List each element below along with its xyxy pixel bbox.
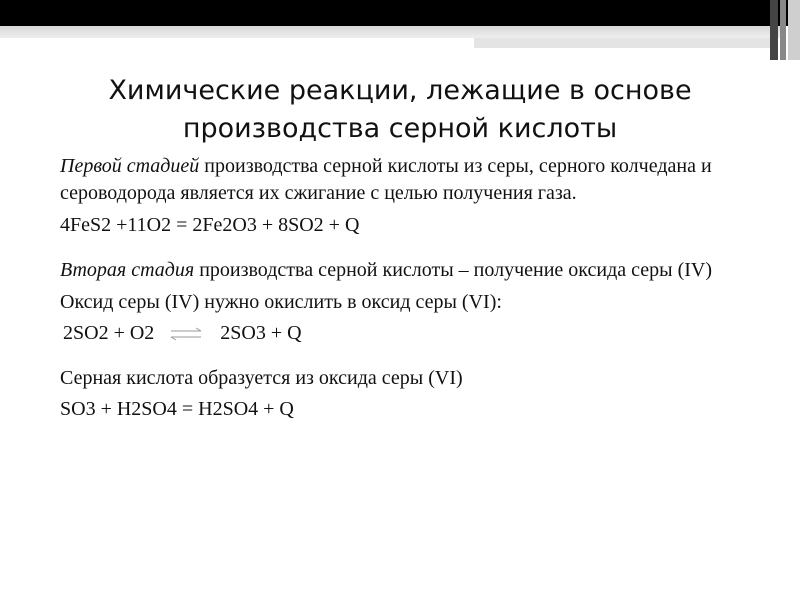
slide-body xyxy=(60,153,740,423)
second-stage-label: Вторая стадия xyxy=(60,259,195,281)
equation-2 xyxy=(60,320,740,347)
first-stage-text: производства серной кислоты из серы, серного колчедана и сероводорода является их сжигание с целью получения газа. xyxy=(60,155,712,204)
paragraph-first-stage xyxy=(60,153,740,207)
right-decor-strip xyxy=(788,0,800,60)
paragraph-sulfuric-acid: Серная кислота образуется из оксида серы (VI) xyxy=(60,367,463,389)
equation-2-right: 2SO3 + Q xyxy=(220,322,302,344)
top-gray-band xyxy=(0,26,780,38)
title-line-2: производства серной кислоты xyxy=(182,113,618,144)
paragraph-oxidation: Оксид серы (IV) нужно окислить в оксид серы (VI): xyxy=(60,291,502,313)
equation-3: SO3 + H2SO4 = H2SO4 + Q xyxy=(60,398,294,420)
slide-title xyxy=(60,72,740,148)
first-stage-label: Первой стадией xyxy=(60,155,200,177)
top-decorative-bar xyxy=(0,0,800,26)
equation-1: 4FeS2 +11O2 = 2Fe2O3 + 8SO2 + Q xyxy=(60,214,360,236)
right-decor-strip xyxy=(770,0,778,60)
paragraph-second-stage xyxy=(60,257,740,284)
second-stage-text: производства серной кислоты – получение оксида серы (IV) xyxy=(194,259,713,281)
top-gray-band-secondary xyxy=(474,38,774,48)
equation-2-left: 2SO2 + O2 xyxy=(63,322,155,344)
reversible-arrow-icon xyxy=(170,327,202,341)
title-line-1: Химические реакции, лежащие в основе xyxy=(108,75,692,106)
right-decor-strip xyxy=(780,0,786,60)
